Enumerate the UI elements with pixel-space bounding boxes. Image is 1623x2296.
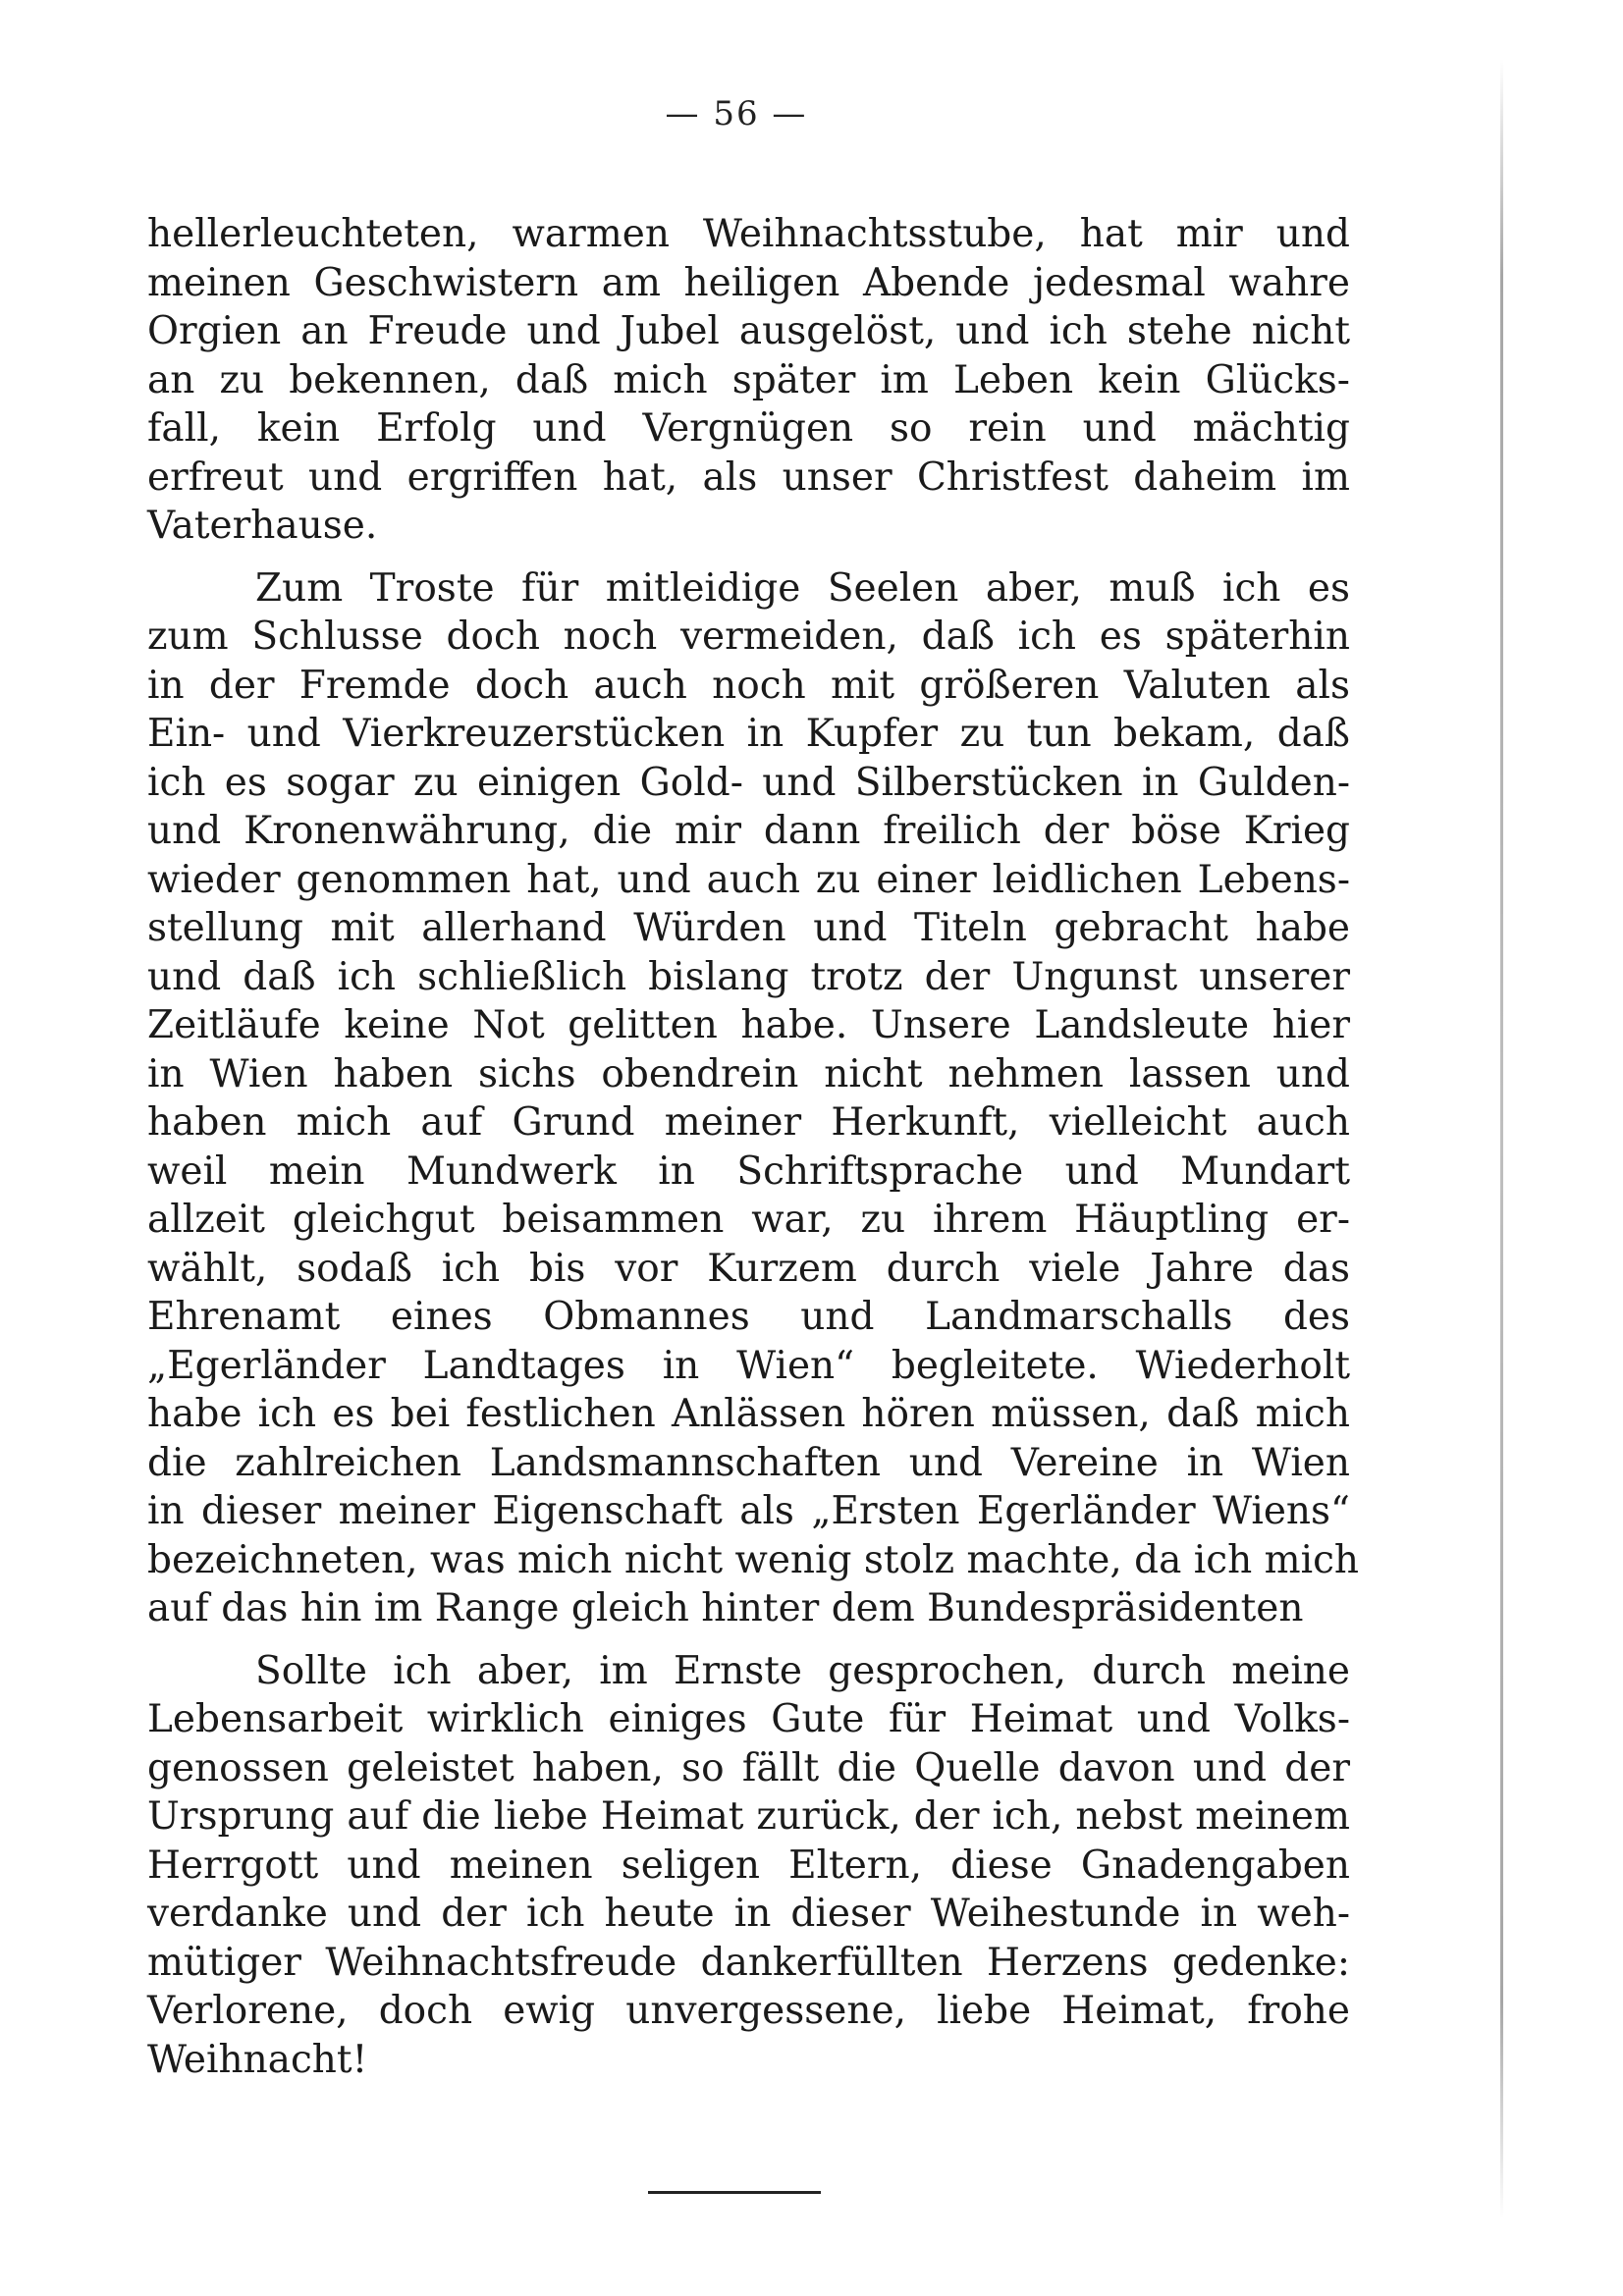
text-line: haben mich auf Grund meiner Herkunft, vielleicht auch [147,1100,1350,1145]
text-line: meinen Geschwistern am heiligen Abende jedesmal wahre [147,260,1350,305]
paragraph [147,1647,1350,2085]
page-number: — 56 — [665,94,808,133]
text-line: Zeitläufe keine Not gelitten habe. Unsere Landsleute hier [147,1003,1350,1047]
text-line: „Egerländer Landtages in Wien“ begleitete. Wiederholt [147,1343,1350,1388]
text-line: Lebensarbeit wirklich einiges Gute für Heimat und Volks- [147,1697,1350,1741]
text-line: hellerleuchteten, warmen Weihnachtsstube, hat mir und [147,212,1350,256]
text-line: in dieser meiner Eigenschaft als „Ersten Egerländer Wiens“ [147,1489,1350,1533]
text-line: Weihnacht! [147,2037,368,2082]
text-line: weil mein Mundwerk in Schriftsprache und Mundart [147,1148,1350,1194]
text-line: Orgien an Freude und Jubel ausgelöst, und ich stehe nicht [147,309,1350,353]
text-line: auf das hin im Range gleich hinter dem Bundespräsidenten [147,1586,1304,1630]
text-line: allzeit gleichgut beisammen war, zu ihrem Häuptling er- [147,1198,1350,1242]
text-line: fall, kein Erfolg und Vergnügen so rein und mächtig [147,406,1350,451]
text-line: Ein- und Vierkreuzerstücken in Kupfer zu tun bekam, daß [147,712,1350,756]
text-line: an zu bekennen, daß mich später im Leben kein Glücks- [147,357,1350,402]
text-line: mütiger Weihnachtsfreude dankerfüllten Herzens gedenke: [147,1940,1350,1985]
text-line: wieder genommen hat, und auch zu einer leidlichen Lebens- [147,857,1350,902]
text-line: Ehrenamt eines Obmannes und Landmarschalls des [147,1295,1350,1339]
text-line: erfreut und ergriffen hat, als unser Christfest daheim im [147,454,1350,500]
text-line: Sollte ich aber, im Ernste gesprochen, durch meine [255,1648,1350,1693]
text-line: in Wien haben sichs obendrein nicht nehmen lassen und [147,1051,1350,1096]
paragraph [147,564,1360,1633]
text-line: in der Fremde doch auch noch mit größeren Valuten als [147,663,1350,708]
paragraph [147,210,1350,551]
text-line: Zum Troste für mitleidige Seelen aber, muß ich es [255,565,1350,611]
page-edge-shadow [1500,59,1503,2218]
text-line: Ursprung auf die liebe Heimat zurück, der ich, nebst meinem [147,1794,1350,1839]
text-line: die zahlreichen Landsmannschaften und Vereine in Wien [147,1440,1350,1485]
text-line: verdanke und der ich heute in dieser Weihestunde in weh- [147,1892,1350,1936]
end-rule [648,2191,821,2194]
text-line: genossen geleistet haben, so fällt die Quelle davon und der [147,1745,1350,1790]
text-line: habe ich es bei festlichen Anlässen hören müssen, daß mich [147,1392,1350,1436]
text-line: und Kronenwährung, die mir dann freilich der böse Krieg [147,809,1350,853]
text-line: und daß ich schließlich bislang trotz der Ungunst unserer [147,954,1350,999]
text-line: Vaterhause. [147,504,378,548]
text-line: bezeichneten, was mich nicht wenig stolz machte, da ich mich [147,1537,1360,1582]
text-line: Verlorene, doch ewig unvergessene, liebe Heimat, frohe [147,1989,1350,2033]
text-line: wählt, sodaß ich bis vor Kurzem durch viele Jahre das [147,1246,1350,1291]
text-line: ich es sogar zu einigen Gold- und Silberstücken in Gulden- [147,760,1350,805]
text-line: stellung mit allerhand Würden und Titeln gebracht habe [147,906,1350,950]
body-text [147,210,1360,2084]
text-line: zum Schlusse doch noch vermeiden, daß ich es späterhin [147,614,1350,659]
text-line: Herrgott und meinen seligen Eltern, diese Gnadengaben [147,1842,1350,1888]
